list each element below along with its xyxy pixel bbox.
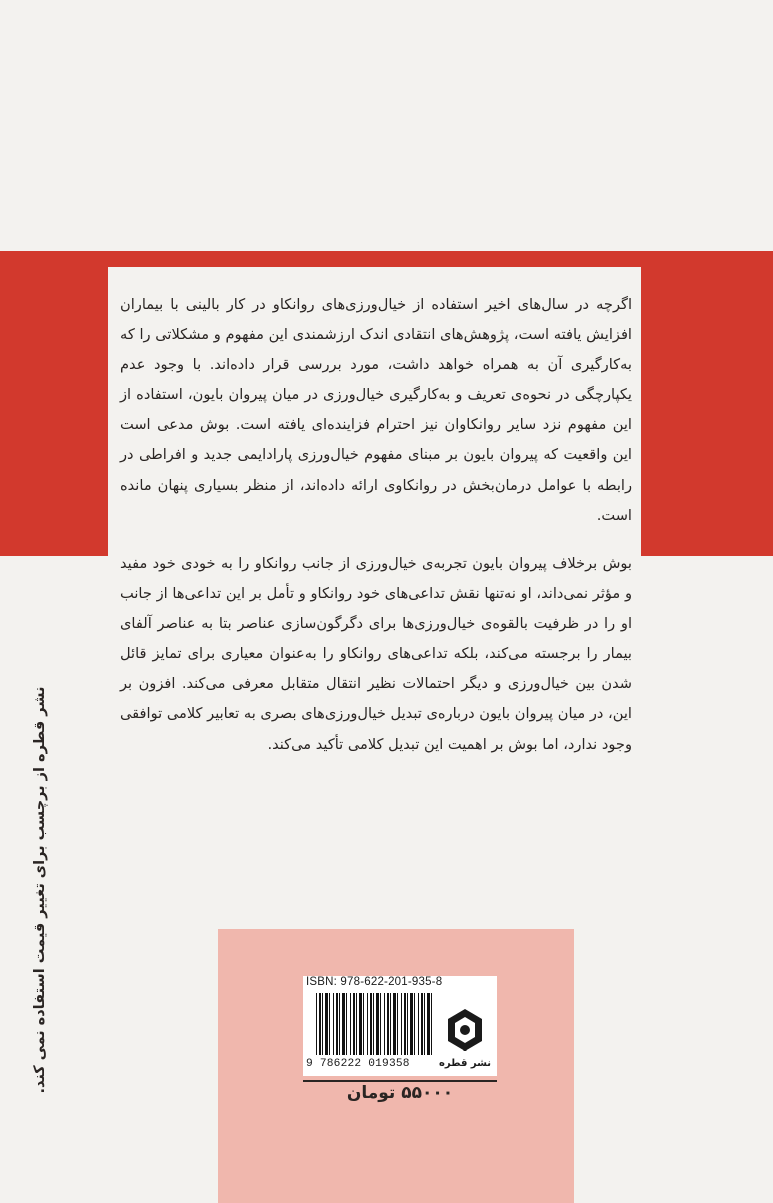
price-sticker-note: نشر قطره از برچسب برای تغییر قیمت استفاده نمی کند. [32,686,48,1094]
publisher-name: نشر قطره [438,1058,492,1069]
price-divider [303,1080,497,1082]
price-text: ۵۵۰۰۰ تومان [346,1083,454,1103]
isbn-text: ISBN: 978-622-201-935-8 [306,976,443,988]
barcode-icon [316,993,434,1055]
blurb-paragraph-1: اگرچه در سال‌های اخیر استفاده از خیال‌ورزی‌های روانکاو در کار بالینی با بیماران افزایش یافته است، پژوهش‌های انتقادی اندک ارزشمندی این مفهوم و مشکلاتی را که به‌کارگیری آن به همراه خواهد داشت، مورد بررسی قرار داده‌اند. با وجود عدم یکپارچگی در نحوه‌ی تعریف و به‌کارگیری خیال‌ورزی در میان پیروان بایون، استفاده از این مفهوم نزد سایر روانکاوان نیز احترام فزاینده‌ای یافته است. بوش مدعی است این واقعیت که پیروان بایون بر مبنای مفهوم خیال‌ورزی پارادایمی جدید و افراطی در رابطه با عوامل درمان‌بخش در روانکاوی ارائه داده‌اند، از منظر بسیاری پنهان مانده است. [120,296,632,524]
barcode-number: 9 786222 019358 [306,1058,410,1070]
blurb-paragraph-2: بوش برخلاف پیروان بایون تجربه‌ی خیال‌ورزی از جانب روانکاو را به خودی خود مفید و مؤثر نمی‌داند، او نه‌تنها نقش تداعی‌های خود روانکاو و تأمل بر این تداعی‌ها از جانب او را در ظرفیت بالقوه‌ی خیال‌ورزی‌ها برای دگرگون‌سازی عناصر بتا به عناصر آلفای بیمار را برجسته می‌کند، بلکه تداعی‌های روانکاو را به‌عنوان معیاری برای تمایز قائل شدن بین خیال‌ورزی و دیگر احتمالات نظیر انتقال متقابل معرفی می‌کند. افزون بر این، در میان پیروان بایون درباره‌ی تبدیل خیال‌ورزی‌های بصری به تعابیر کلامی توافقی وجود ندارد، اما بوش بر اهمیت این تبدیل کلامی تأکید می‌کند. [120,555,632,753]
